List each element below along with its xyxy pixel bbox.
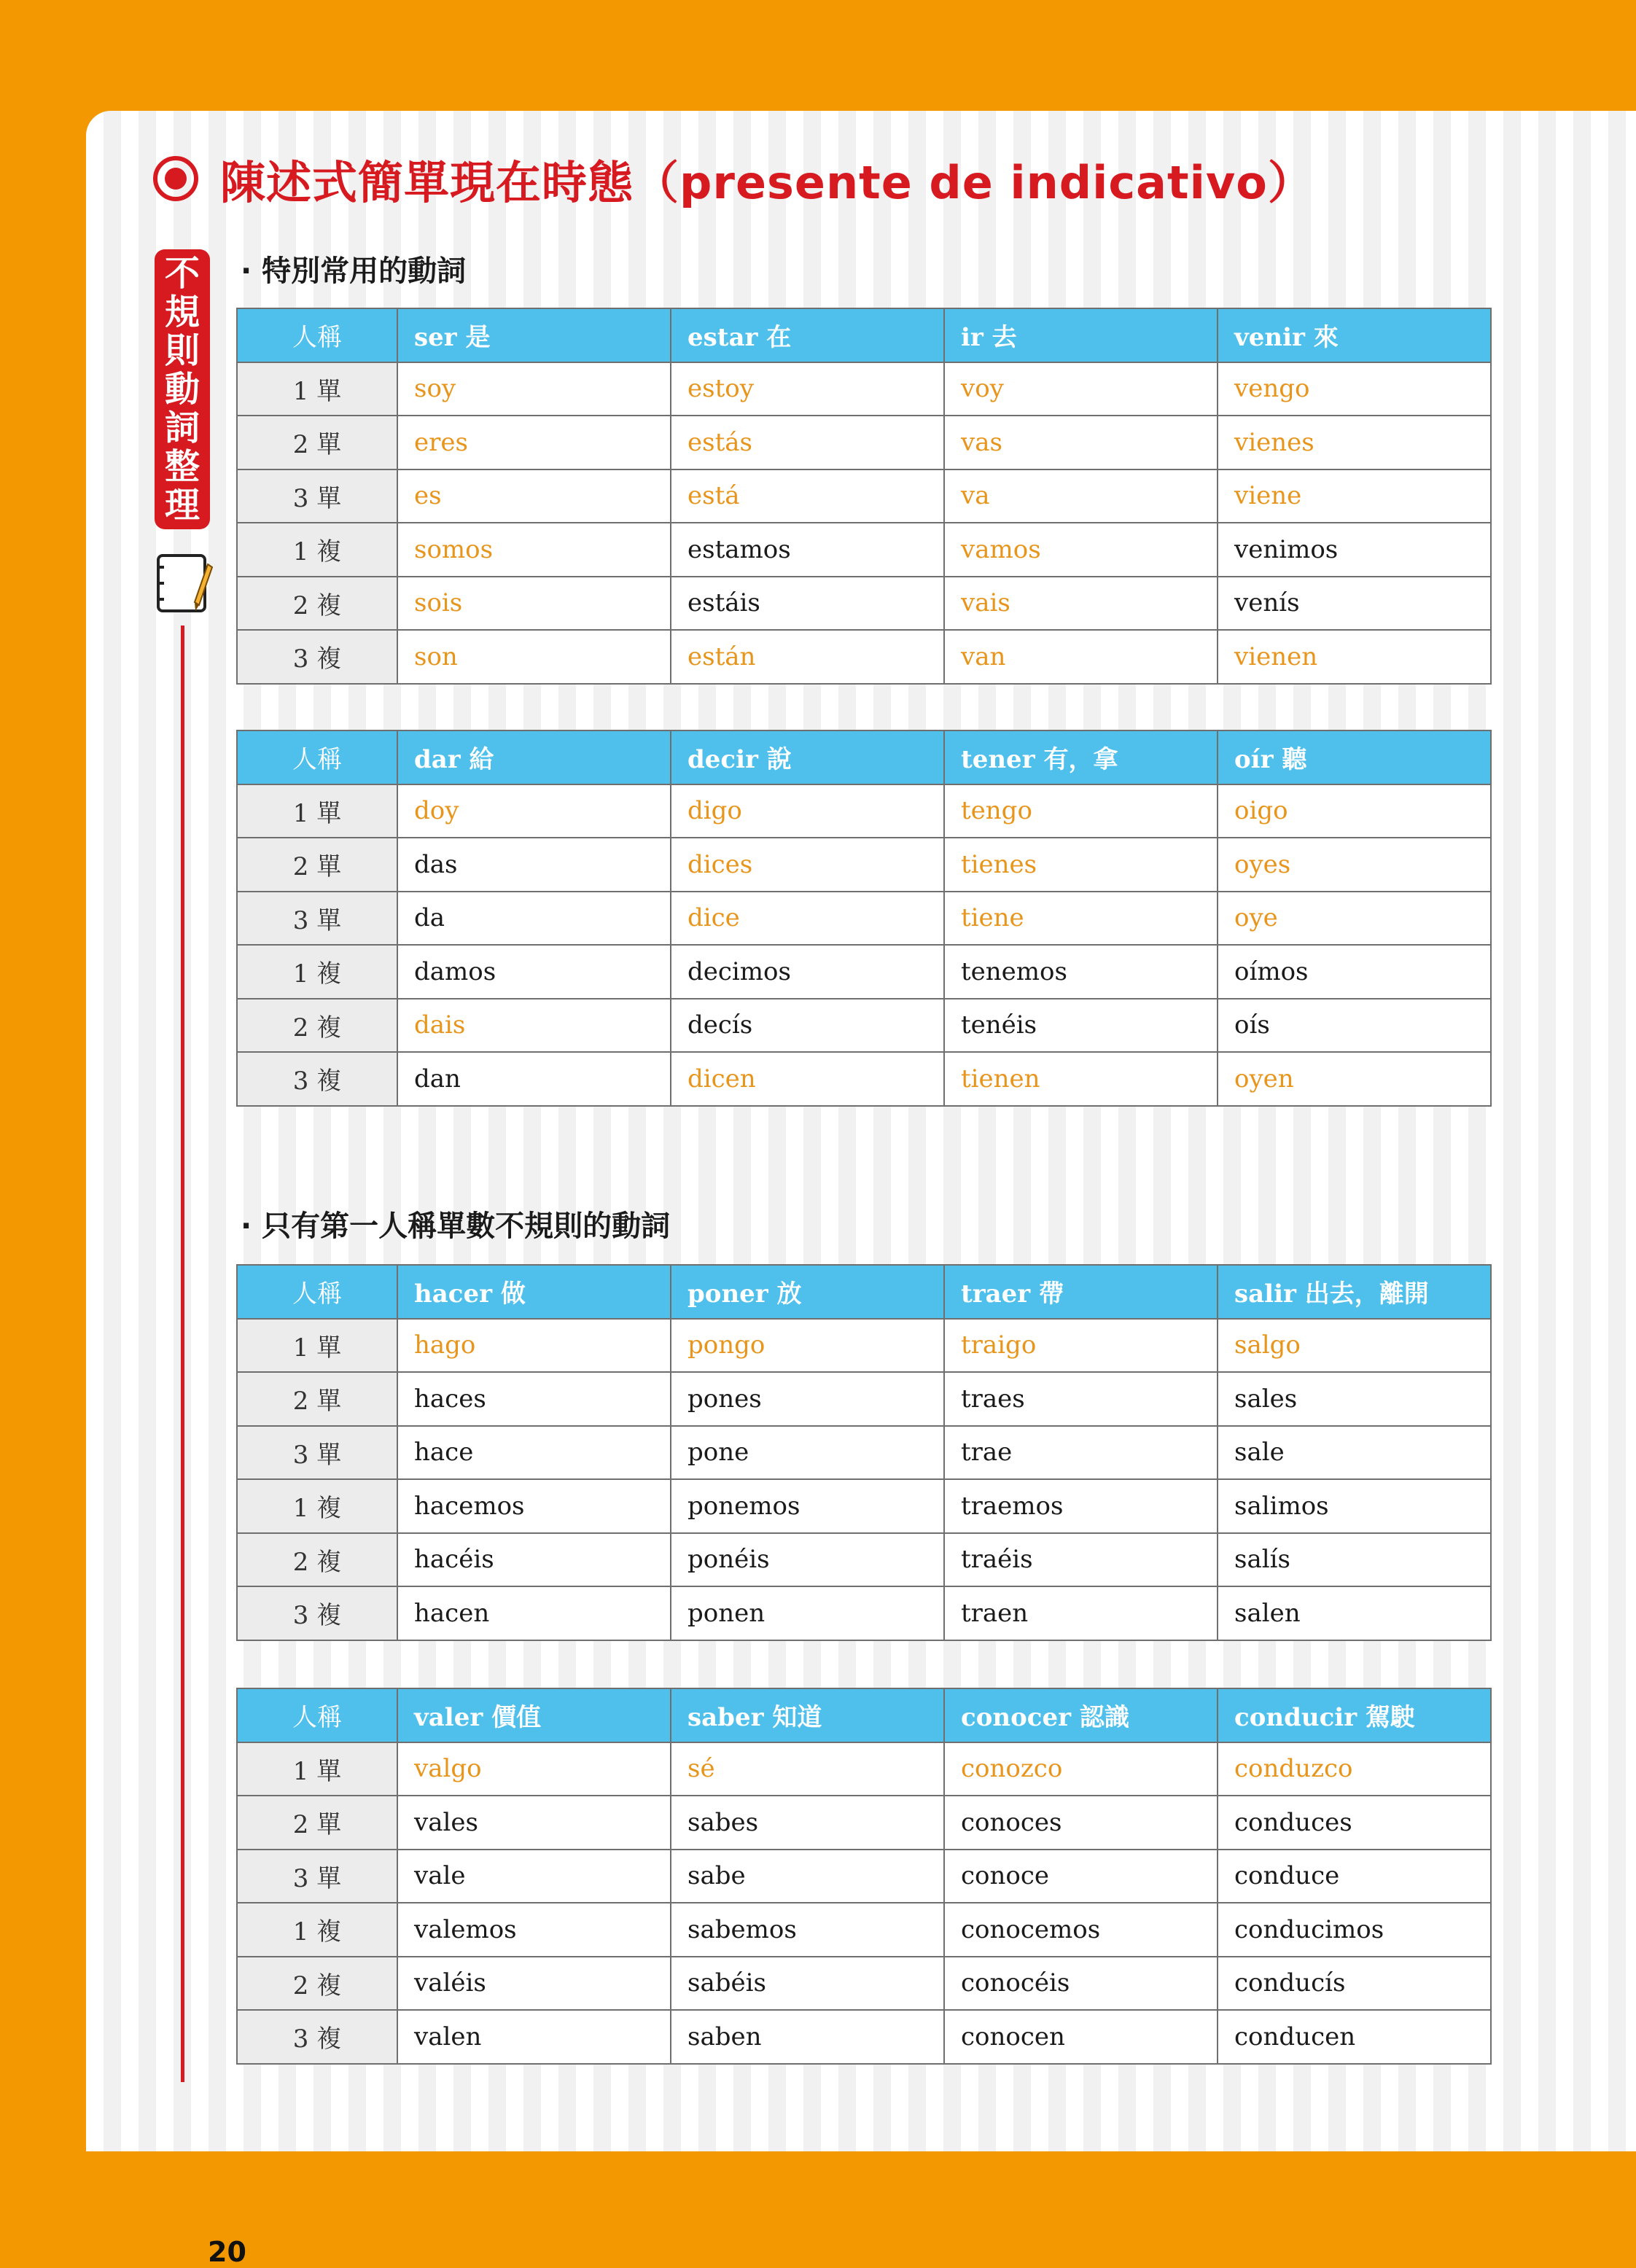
person-cell: 1 複 bbox=[237, 945, 397, 999]
table-row bbox=[237, 630, 1491, 684]
regular-form-cell: valemos bbox=[397, 1903, 671, 1957]
verb-column-header: poner 放 bbox=[671, 1265, 944, 1319]
regular-form-cell: oímos bbox=[1218, 945, 1491, 999]
regular-form-cell: conoces bbox=[944, 1796, 1218, 1850]
irregular-form-cell: van bbox=[944, 630, 1218, 684]
irregular-form-cell: sé bbox=[671, 1742, 944, 1796]
conjugation-table bbox=[236, 1264, 1492, 1641]
irregular-form-cell: vamos bbox=[944, 523, 1218, 577]
regular-form-cell: sabes bbox=[671, 1796, 944, 1850]
person-cell: 3 複 bbox=[237, 1586, 397, 1640]
person-cell: 1 單 bbox=[237, 1742, 397, 1796]
section-title: · 特別常用的動詞 bbox=[241, 254, 467, 288]
irregular-form-cell: dice bbox=[671, 892, 944, 946]
table-row bbox=[237, 1957, 1491, 2011]
regular-form-cell: pones bbox=[671, 1372, 944, 1426]
side-tab-char: 詞 bbox=[164, 407, 200, 448]
verb-column-header: ser 是 bbox=[397, 308, 671, 362]
table-row bbox=[237, 1479, 1491, 1533]
side-red-rule bbox=[181, 626, 184, 2082]
regular-form-cell: hacéis bbox=[397, 1533, 671, 1587]
irregular-form-cell: pongo bbox=[671, 1319, 944, 1373]
table-header-row bbox=[237, 730, 1491, 784]
person-cell: 2 複 bbox=[237, 999, 397, 1053]
irregular-form-cell: vienes bbox=[1218, 416, 1491, 469]
regular-form-cell: trae bbox=[944, 1426, 1218, 1480]
table-row bbox=[237, 1372, 1491, 1426]
table-row bbox=[237, 999, 1491, 1053]
side-tab-char: 不 bbox=[164, 252, 200, 294]
person-cell: 3 單 bbox=[237, 892, 397, 946]
person-cell: 3 單 bbox=[237, 1850, 397, 1903]
irregular-form-cell: sois bbox=[397, 577, 671, 631]
title-row bbox=[153, 149, 1314, 209]
regular-form-cell: dan bbox=[397, 1052, 671, 1106]
verb-column-header: valer 價值 bbox=[397, 1688, 671, 1742]
irregular-form-cell: voy bbox=[944, 362, 1218, 416]
irregular-form-cell: oyen bbox=[1218, 1052, 1491, 1106]
irregular-form-cell: oigo bbox=[1218, 784, 1491, 838]
regular-form-cell: valen bbox=[397, 2010, 671, 2064]
regular-form-cell: conducen bbox=[1218, 2010, 1491, 2064]
conjugation-table bbox=[236, 730, 1492, 1107]
regular-form-cell: sabéis bbox=[671, 1957, 944, 2011]
irregular-form-cell: digo bbox=[671, 784, 944, 838]
irregular-form-cell: oyes bbox=[1218, 838, 1491, 892]
irregular-form-cell: dicen bbox=[671, 1052, 944, 1106]
irregular-form-cell: tienen bbox=[944, 1052, 1218, 1106]
regular-form-cell: salen bbox=[1218, 1586, 1491, 1640]
irregular-form-cell: es bbox=[397, 469, 671, 523]
person-column-header: 人稱 bbox=[237, 730, 397, 784]
verb-column-header: dar 給 bbox=[397, 730, 671, 784]
table-row bbox=[237, 1796, 1491, 1850]
table-header-row bbox=[237, 308, 1491, 362]
person-cell: 2 複 bbox=[237, 577, 397, 631]
conjugation-table bbox=[236, 1688, 1492, 2065]
regular-form-cell: estamos bbox=[671, 523, 944, 577]
person-cell: 3 單 bbox=[237, 1426, 397, 1480]
person-cell: 1 單 bbox=[237, 1319, 397, 1373]
table-header-row bbox=[237, 1265, 1491, 1319]
irregular-form-cell: soy bbox=[397, 362, 671, 416]
regular-form-cell: valéis bbox=[397, 1957, 671, 2011]
chapter-side-tab bbox=[155, 249, 210, 529]
regular-form-cell: traen bbox=[944, 1586, 1218, 1640]
person-cell: 1 複 bbox=[237, 523, 397, 577]
irregular-form-cell: tienes bbox=[944, 838, 1218, 892]
table-row bbox=[237, 469, 1491, 523]
verb-column-header: oír 聽 bbox=[1218, 730, 1491, 784]
irregular-form-cell: estás bbox=[671, 416, 944, 469]
regular-form-cell: decimos bbox=[671, 945, 944, 999]
regular-form-cell: conocemos bbox=[944, 1903, 1218, 1957]
irregular-form-cell: son bbox=[397, 630, 671, 684]
verb-column-header: venir 來 bbox=[1218, 308, 1491, 362]
regular-form-cell: sales bbox=[1218, 1372, 1491, 1426]
page-title: 陳述式簡單現在時態（presente de indicativo） bbox=[220, 155, 1314, 209]
side-tab-char: 整 bbox=[164, 445, 200, 487]
table-row bbox=[237, 1319, 1491, 1373]
regular-form-cell: oís bbox=[1218, 999, 1491, 1053]
page-number: 20 bbox=[208, 2236, 246, 2268]
irregular-form-cell: oye bbox=[1218, 892, 1491, 946]
regular-form-cell: conducimos bbox=[1218, 1903, 1491, 1957]
verb-column-header: ir 去 bbox=[944, 308, 1218, 362]
table-row bbox=[237, 1850, 1491, 1903]
irregular-form-cell: vas bbox=[944, 416, 1218, 469]
irregular-form-cell: vais bbox=[944, 577, 1218, 631]
irregular-form-cell: dices bbox=[671, 838, 944, 892]
regular-form-cell: da bbox=[397, 892, 671, 946]
irregular-form-cell: valgo bbox=[397, 1742, 671, 1796]
regular-form-cell: tenéis bbox=[944, 999, 1218, 1053]
verb-column-header: salir 出去，離開 bbox=[1218, 1265, 1491, 1319]
regular-form-cell: salís bbox=[1218, 1533, 1491, 1587]
verb-column-header: conocer 認識 bbox=[944, 1688, 1218, 1742]
regular-form-cell: conoce bbox=[944, 1850, 1218, 1903]
regular-form-cell: venimos bbox=[1218, 523, 1491, 577]
regular-form-cell: sale bbox=[1218, 1426, 1491, 1480]
irregular-form-cell: está bbox=[671, 469, 944, 523]
person-cell: 1 複 bbox=[237, 1479, 397, 1533]
side-tab-char: 則 bbox=[164, 330, 200, 371]
notebook-pencil-icon bbox=[155, 550, 214, 615]
irregular-form-cell: están bbox=[671, 630, 944, 684]
irregular-form-cell: eres bbox=[397, 416, 671, 469]
verb-column-header: conducir 駕駛 bbox=[1218, 1688, 1491, 1742]
irregular-form-cell: doy bbox=[397, 784, 671, 838]
person-cell: 2 複 bbox=[237, 1533, 397, 1587]
person-cell: 2 單 bbox=[237, 416, 397, 469]
regular-form-cell: tenemos bbox=[944, 945, 1218, 999]
regular-form-cell: conocéis bbox=[944, 1957, 1218, 2011]
regular-form-cell: vales bbox=[397, 1796, 671, 1850]
irregular-form-cell: va bbox=[944, 469, 1218, 523]
person-cell: 2 單 bbox=[237, 1796, 397, 1850]
irregular-form-cell: traigo bbox=[944, 1319, 1218, 1373]
regular-form-cell: sabe bbox=[671, 1850, 944, 1903]
person-cell: 2 複 bbox=[237, 1957, 397, 2011]
regular-form-cell: hacemos bbox=[397, 1479, 671, 1533]
target-bullet-icon bbox=[153, 156, 198, 201]
table-row bbox=[237, 838, 1491, 892]
table-row bbox=[237, 2010, 1491, 2064]
regular-form-cell: conduce bbox=[1218, 1850, 1491, 1903]
regular-form-cell: damos bbox=[397, 945, 671, 999]
regular-form-cell: conduces bbox=[1218, 1796, 1491, 1850]
irregular-form-cell: vengo bbox=[1218, 362, 1491, 416]
regular-form-cell: traéis bbox=[944, 1533, 1218, 1587]
table-row bbox=[237, 1742, 1491, 1796]
table-row bbox=[237, 523, 1491, 577]
regular-form-cell: venís bbox=[1218, 577, 1491, 631]
verb-column-header: hacer 做 bbox=[397, 1265, 671, 1319]
table-row bbox=[237, 1903, 1491, 1957]
irregular-form-cell: salgo bbox=[1218, 1319, 1491, 1373]
verb-column-header: saber 知道 bbox=[671, 1688, 944, 1742]
person-column-header: 人稱 bbox=[237, 1265, 397, 1319]
person-cell: 2 單 bbox=[237, 838, 397, 892]
person-cell: 2 單 bbox=[237, 1372, 397, 1426]
side-tab-char: 規 bbox=[164, 291, 200, 332]
regular-form-cell: conducís bbox=[1218, 1957, 1491, 2011]
table-row bbox=[237, 1533, 1491, 1587]
regular-form-cell: hace bbox=[397, 1426, 671, 1480]
table-header-row bbox=[237, 1688, 1491, 1742]
verb-column-header: tener 有，拿 bbox=[944, 730, 1218, 784]
regular-form-cell: vale bbox=[397, 1850, 671, 1903]
table-row bbox=[237, 784, 1491, 838]
regular-form-cell: hacen bbox=[397, 1586, 671, 1640]
table-row bbox=[237, 1052, 1491, 1106]
irregular-form-cell: tengo bbox=[944, 784, 1218, 838]
regular-form-cell: ponemos bbox=[671, 1479, 944, 1533]
regular-form-cell: ponen bbox=[671, 1586, 944, 1640]
irregular-form-cell: tiene bbox=[944, 892, 1218, 946]
irregular-form-cell: conozco bbox=[944, 1742, 1218, 1796]
person-cell: 3 複 bbox=[237, 1052, 397, 1106]
regular-form-cell: traes bbox=[944, 1372, 1218, 1426]
regular-form-cell: ponéis bbox=[671, 1533, 944, 1587]
regular-form-cell: estáis bbox=[671, 577, 944, 631]
regular-form-cell: conocen bbox=[944, 2010, 1218, 2064]
page-sheet bbox=[86, 111, 1636, 2268]
table-row bbox=[237, 892, 1491, 946]
table-row bbox=[237, 362, 1491, 416]
irregular-form-cell: hago bbox=[397, 1319, 671, 1373]
person-column-header: 人稱 bbox=[237, 1688, 397, 1742]
conjugation-table bbox=[236, 308, 1492, 685]
table-row bbox=[237, 945, 1491, 999]
section-title: · 只有第一人稱單數不規則的動詞 bbox=[241, 1209, 671, 1243]
regular-form-cell: das bbox=[397, 838, 671, 892]
irregular-form-cell: conduzco bbox=[1218, 1742, 1491, 1796]
person-cell: 3 複 bbox=[237, 2010, 397, 2064]
irregular-form-cell: viene bbox=[1218, 469, 1491, 523]
side-tab-char: 理 bbox=[164, 484, 200, 526]
irregular-form-cell: estoy bbox=[671, 362, 944, 416]
side-tab-char: 動 bbox=[164, 368, 200, 410]
person-column-header: 人稱 bbox=[237, 308, 397, 362]
table-row bbox=[237, 577, 1491, 631]
person-cell: 1 單 bbox=[237, 362, 397, 416]
verb-column-header: estar 在 bbox=[671, 308, 944, 362]
verb-column-header: traer 帶 bbox=[944, 1265, 1218, 1319]
verb-column-header: decir 說 bbox=[671, 730, 944, 784]
regular-form-cell: pone bbox=[671, 1426, 944, 1480]
regular-form-cell: salimos bbox=[1218, 1479, 1491, 1533]
person-cell: 3 單 bbox=[237, 469, 397, 523]
irregular-form-cell: dais bbox=[397, 999, 671, 1053]
person-cell: 1 複 bbox=[237, 1903, 397, 1957]
regular-form-cell: sabemos bbox=[671, 1903, 944, 1957]
regular-form-cell: saben bbox=[671, 2010, 944, 2064]
regular-form-cell: decís bbox=[671, 999, 944, 1053]
table-row bbox=[237, 416, 1491, 469]
irregular-form-cell: somos bbox=[397, 523, 671, 577]
irregular-form-cell: vienen bbox=[1218, 630, 1491, 684]
person-cell: 3 複 bbox=[237, 630, 397, 684]
table-row bbox=[237, 1586, 1491, 1640]
table-row bbox=[237, 1426, 1491, 1480]
person-cell: 1 單 bbox=[237, 784, 397, 838]
regular-form-cell: haces bbox=[397, 1372, 671, 1426]
regular-form-cell: traemos bbox=[944, 1479, 1218, 1533]
